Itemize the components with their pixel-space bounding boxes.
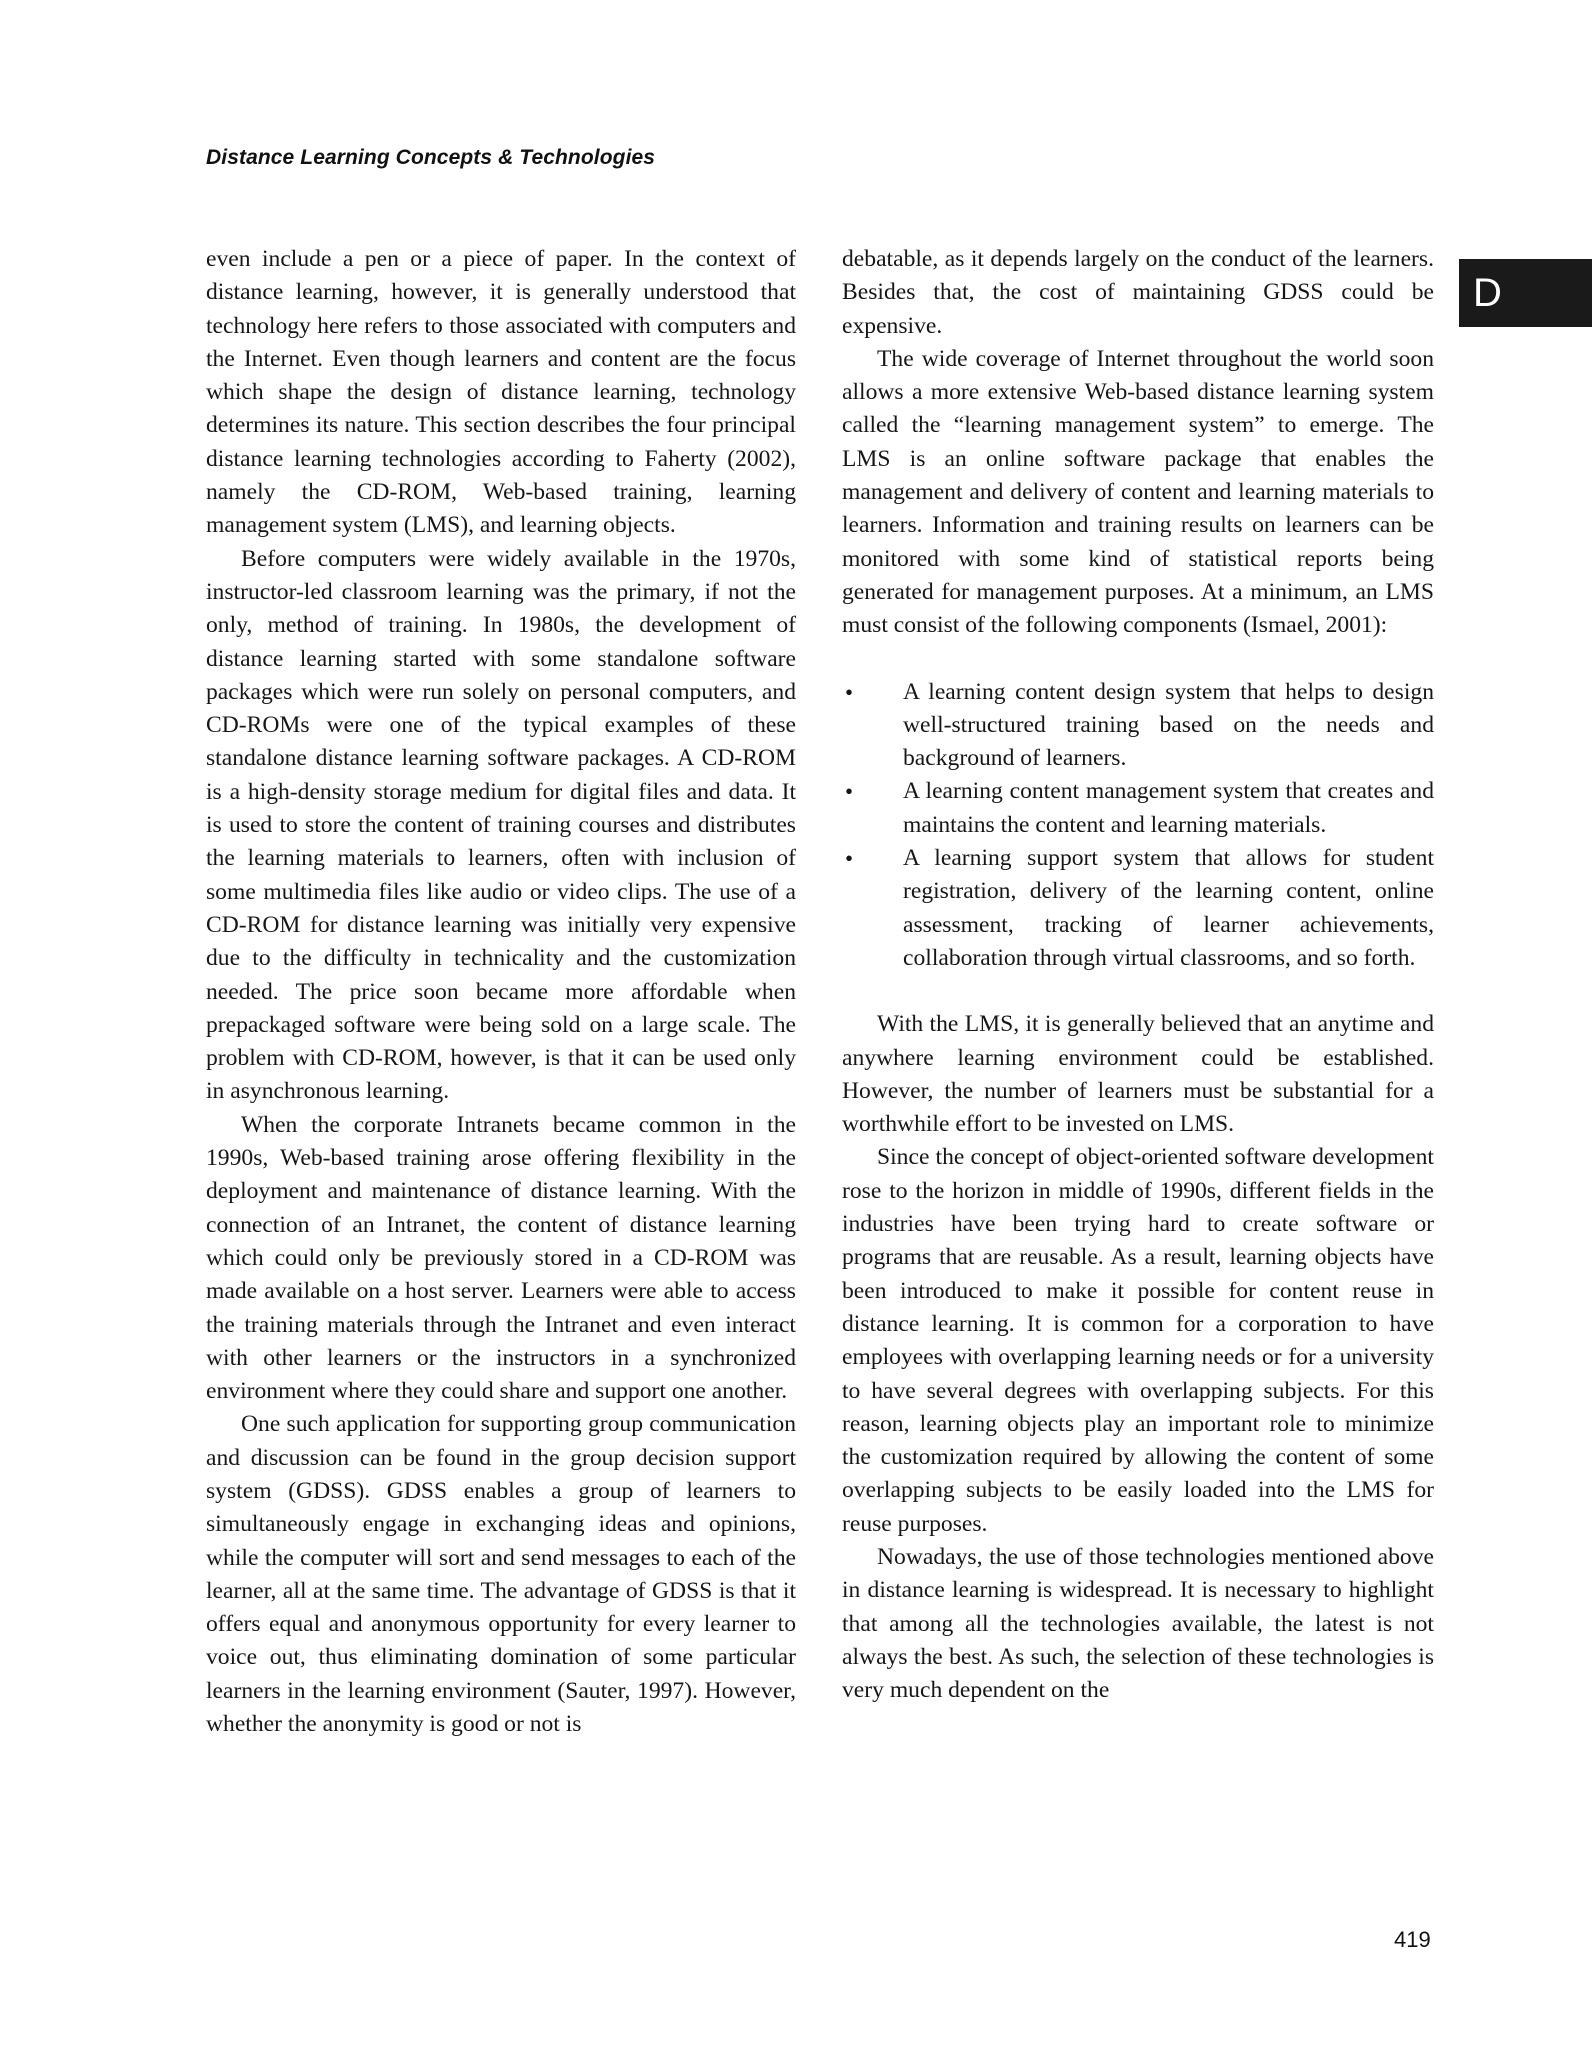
list-item bbox=[842, 842, 1434, 975]
body-paragraph: One such application for supporting group communication and discussion can be found in the group decision support system (GDSS). GDSS enables a group of learners to simultaneously engage in exchanging ideas and opinions, while the computer will sort and send messages to each of the learner, all at the same time. The advantage of GDSS is that it offers equal and anonymous opportunity for every learner to voice out, thus eliminating domination of some particular learners in the learning environment (Sauter, 1997). However, whether the anonymity is good or not is bbox=[206, 1411, 796, 1738]
bullet-marker: • bbox=[845, 846, 854, 872]
list-item-text: A learning content design system that helps to design well-structured training based on the needs and background of learners. bbox=[903, 678, 1434, 772]
list-item-text: A learning content management system that creates and maintains the content and learning materials. bbox=[903, 778, 1434, 838]
body-paragraph: The wide coverage of Internet throughout the world soon allows a more extensive Web-based distance learning system called the “learning management system” to emerge. The LMS is an online software package that enables the management and delivery of content and learning materials to learners. Information and training results on learners can be monitored with some kind of statistical reports being generated for management purposes. At a minimum, an LMS must consist of the following components (Ismael, 2001): bbox=[842, 345, 1434, 639]
lms-components-list bbox=[842, 676, 1434, 976]
body-paragraph: With the LMS, it is generally believed that an anytime and anywhere learning environment could be established. However, the number of learners must be substantial for a worthwhile effort to be invested on LMS. bbox=[842, 1011, 1434, 1138]
left-column bbox=[206, 243, 796, 1741]
list-item-text: A learning support system that allows for student registration, delivery of the learning content, online assessment, tracking of learner achievements, collaboration through virtual classrooms, and so forth. bbox=[903, 845, 1434, 971]
body-paragraph: debatable, as it depends largely on the conduct of the learners. Besides that, the cost of maintaining GDSS could be expensive. bbox=[842, 246, 1434, 339]
body-paragraph: Nowadays, the use of those technologies mentioned above in distance learning is widespread. It is necessary to highlight that among all the technologies available, the latest is not always the best. As such, the selection of these technologies is very much dependent on the bbox=[842, 1543, 1434, 1704]
body-paragraph: even include a pen or a piece of paper. In the context of distance learning, however, it is generally understood that technology here refers to those associated with computers and the Internet. Even though learners and content are the focus which shape the design of distance learning, technology determines its nature. This section describes the four principal distance learning technologies according to Faherty (2002), namely the CD-ROM, Web-based training, learning management system (LMS), and learning objects. bbox=[206, 246, 796, 539]
body-paragraph: Before computers were widely available in the 1970s, instructor-led classroom learning was the primary, if not the only, method of training. In 1980s, the development of distance learning started with some standalone software packages which were run solely on personal computers, and CD-ROMs were one of the typical examples of these standalone distance learning software packages. A CD-ROM is a high-density storage medium for digital files and data. It is used to store the content of training courses and distributes the learning materials to learners, often with inclusion of some multimedia files like audio or video clips. The use of a CD-ROM for distance learning was initially very expensive due to the difficulty in technicality and the customization needed. The price soon became more affordable when prepackaged software were being sold on a large scale. The problem with CD-ROM, however, is that it can be used only in asynchronous learning. bbox=[206, 545, 796, 1105]
bullet-marker: • bbox=[845, 679, 854, 705]
bullet-marker: • bbox=[845, 779, 854, 805]
running-header-title: Distance Learning Concepts & Technologies bbox=[206, 146, 656, 169]
page-number: 419 bbox=[1394, 1927, 1431, 1952]
list-item bbox=[842, 775, 1434, 842]
list-item bbox=[842, 676, 1434, 776]
body-paragraph: Since the concept of object-oriented software development rose to the horizon in middle of 1990s, different fields in the industries have been trying hard to create software or programs that are reusable. As a result, learning objects have been introduced to make it possible for content reuse in distance learning. It is common for a corporation to have employees with overlapping learning needs or for a university to have several degrees with overlapping subjects. For this reason, learning objects play an important role to minimize the customization required by allowing the content of some overlapping subjects to be easily loaded into the LMS for reuse purposes. bbox=[842, 1144, 1434, 1537]
right-column bbox=[842, 243, 1434, 1707]
section-letter-tab: D bbox=[1459, 259, 1592, 327]
body-paragraph: When the corporate Intranets became common in the 1990s, Web-based training arose offering flexibility in the deployment and maintenance of distance learning. With the connection of an Intranet, the content of distance learning which could only be previously stored in a CD-ROM was made available on a host server. Learners were able to access the training materials through the Intranet and even interact with other learners or the instructors in a synchronized environment where they could share and support one another. bbox=[206, 1111, 796, 1405]
